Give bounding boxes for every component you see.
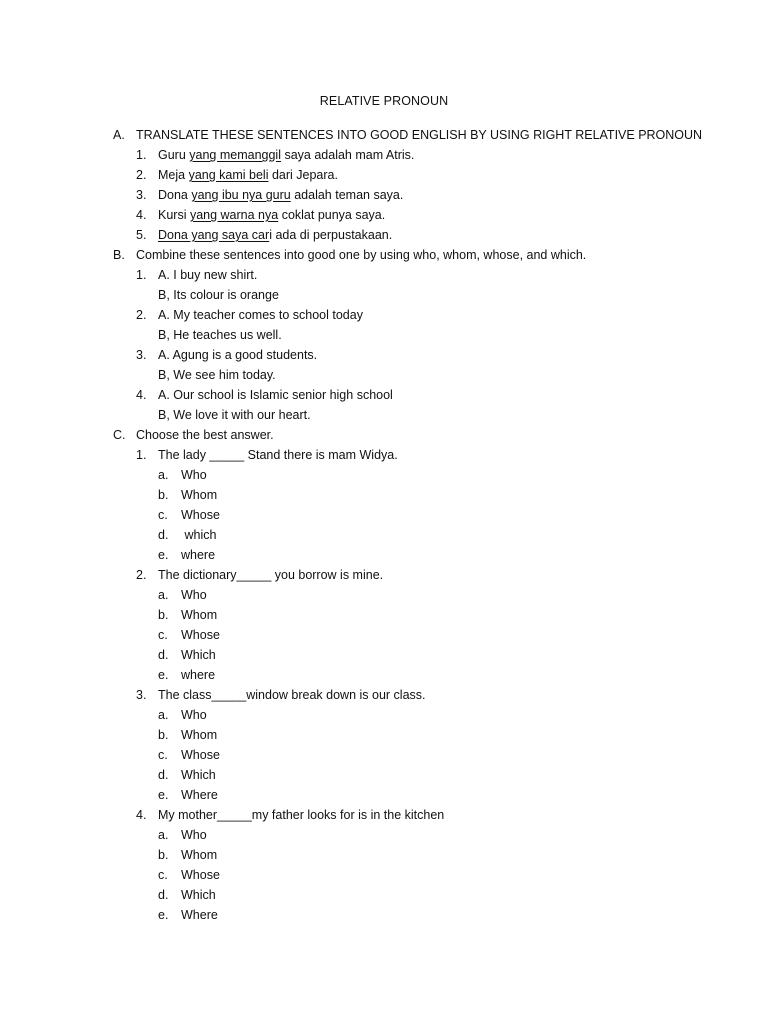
c3-option-e: Where — [181, 788, 218, 802]
b2-sentence-a: A. My teacher comes to school today — [158, 308, 363, 322]
c1-option-c-letter: c. — [158, 508, 168, 522]
c4-option-d-letter: d. — [158, 888, 169, 902]
c1-option-e: where — [181, 548, 216, 562]
c3-question: The class_____window break down is our class. — [158, 688, 426, 702]
c2-option-d: Which — [181, 648, 216, 662]
a5-number: 5. — [136, 228, 147, 242]
c2-option-e: where — [181, 668, 216, 682]
a1-sentence: Guru yang memanggil saya adalah mam Atris. — [158, 148, 415, 162]
c2-number: 2. — [136, 568, 147, 582]
section-a-marker: A. — [113, 128, 125, 142]
c4-question: My mother_____my father looks for is in the kitchen — [158, 808, 445, 822]
c1-option-e-letter: e. — [158, 548, 169, 562]
c1-question: The lady _____ Stand there is mam Widya. — [158, 448, 398, 462]
a2-sentence: Meja yang kami beli dari Jepara. — [158, 168, 338, 182]
b1-number: 1. — [136, 268, 147, 282]
a3-underlined: yang ibu nya guru — [191, 188, 291, 202]
c2-option-a-letter: a. — [158, 588, 169, 602]
c3-option-a-letter: a. — [158, 708, 169, 722]
b2-sentence-b: B, He teaches us well. — [158, 328, 282, 342]
c2-option-e-letter: e. — [158, 668, 169, 682]
c4-option-e-letter: e. — [158, 908, 169, 922]
c4-option-b: Whom — [181, 848, 218, 862]
c3-option-d: Which — [181, 768, 216, 782]
a3-sentence: Dona yang ibu nya guru adalah teman saya. — [158, 188, 404, 202]
page-title: RELATIVE PRONOUN — [319, 94, 449, 108]
c2-option-c-letter: c. — [158, 628, 168, 642]
c3-option-b: Whom — [181, 728, 218, 742]
c1-option-a: Who — [181, 468, 207, 482]
b4-number: 4. — [136, 388, 147, 402]
a4-number: 4. — [136, 208, 147, 222]
section-b-marker: B. — [113, 248, 125, 262]
a5-underlined: Dona yang saya car — [158, 228, 270, 242]
c4-option-c-letter: c. — [158, 868, 168, 882]
c1-option-b-letter: b. — [158, 488, 169, 502]
c3-option-b-letter: b. — [158, 728, 169, 742]
c4-option-b-letter: b. — [158, 848, 169, 862]
section-a-heading: TRANSLATE THESE SENTENCES INTO GOOD ENGLISH BY USING RIGHT RELATIVE PRONOUN — [136, 128, 703, 142]
a2-underlined: yang kami beli — [188, 168, 269, 182]
b4-sentence-a: A. Our school is Islamic senior high school — [158, 388, 393, 402]
a4-underlined: yang warna nya — [189, 208, 279, 222]
c3-option-a: Who — [181, 708, 207, 722]
a1-number: 1. — [136, 148, 147, 162]
a2-number: 2. — [136, 168, 147, 182]
c3-option-c-letter: c. — [158, 748, 168, 762]
c3-option-c: Whose — [181, 748, 220, 762]
c1-number: 1. — [136, 448, 147, 462]
section-c-marker: C. — [113, 428, 126, 442]
b3-sentence-b: B, We see him today. — [158, 368, 276, 382]
c4-number: 4. — [136, 808, 147, 822]
c4-option-e: Where — [181, 908, 218, 922]
c1-option-d: which — [181, 528, 217, 542]
b4-sentence-b: B, We love it with our heart. — [158, 408, 311, 422]
c2-option-c: Whose — [181, 628, 220, 642]
c1-option-c: Whose — [181, 508, 220, 522]
b3-sentence-a: A. Agung is a good students. — [158, 348, 318, 362]
c4-option-d: Which — [181, 888, 216, 902]
a1-underlined: yang memanggil — [189, 148, 281, 162]
c2-option-b: Whom — [181, 608, 218, 622]
section-c-heading: Choose the best answer. — [136, 428, 274, 442]
c1-option-b: Whom — [181, 488, 218, 502]
a4-sentence: Kursi yang warna nya coklat punya saya. — [158, 208, 386, 222]
c1-option-a-letter: a. — [158, 468, 169, 482]
c2-option-d-letter: d. — [158, 648, 169, 662]
a5-sentence: Dona yang saya cari ada di perpustakaan. — [158, 228, 393, 242]
c2-option-b-letter: b. — [158, 608, 169, 622]
c3-option-e-letter: e. — [158, 788, 169, 802]
c3-option-d-letter: d. — [158, 768, 169, 782]
c1-option-d-letter: d. — [158, 528, 169, 542]
c2-question: The dictionary_____ you borrow is mine. — [158, 568, 384, 582]
b1-sentence-b: B, Its colour is orange — [158, 288, 279, 302]
c4-option-c: Whose — [181, 868, 220, 882]
c2-option-a: Who — [181, 588, 207, 602]
a3-number: 3. — [136, 188, 147, 202]
c4-option-a: Who — [181, 828, 207, 842]
section-b-heading: Combine these sentences into good one by using who, whom, whose, and which. — [136, 248, 587, 262]
c3-number: 3. — [136, 688, 147, 702]
b2-number: 2. — [136, 308, 147, 322]
b3-number: 3. — [136, 348, 147, 362]
b1-sentence-a: A. I buy new shirt. — [158, 268, 258, 282]
c4-option-a-letter: a. — [158, 828, 169, 842]
